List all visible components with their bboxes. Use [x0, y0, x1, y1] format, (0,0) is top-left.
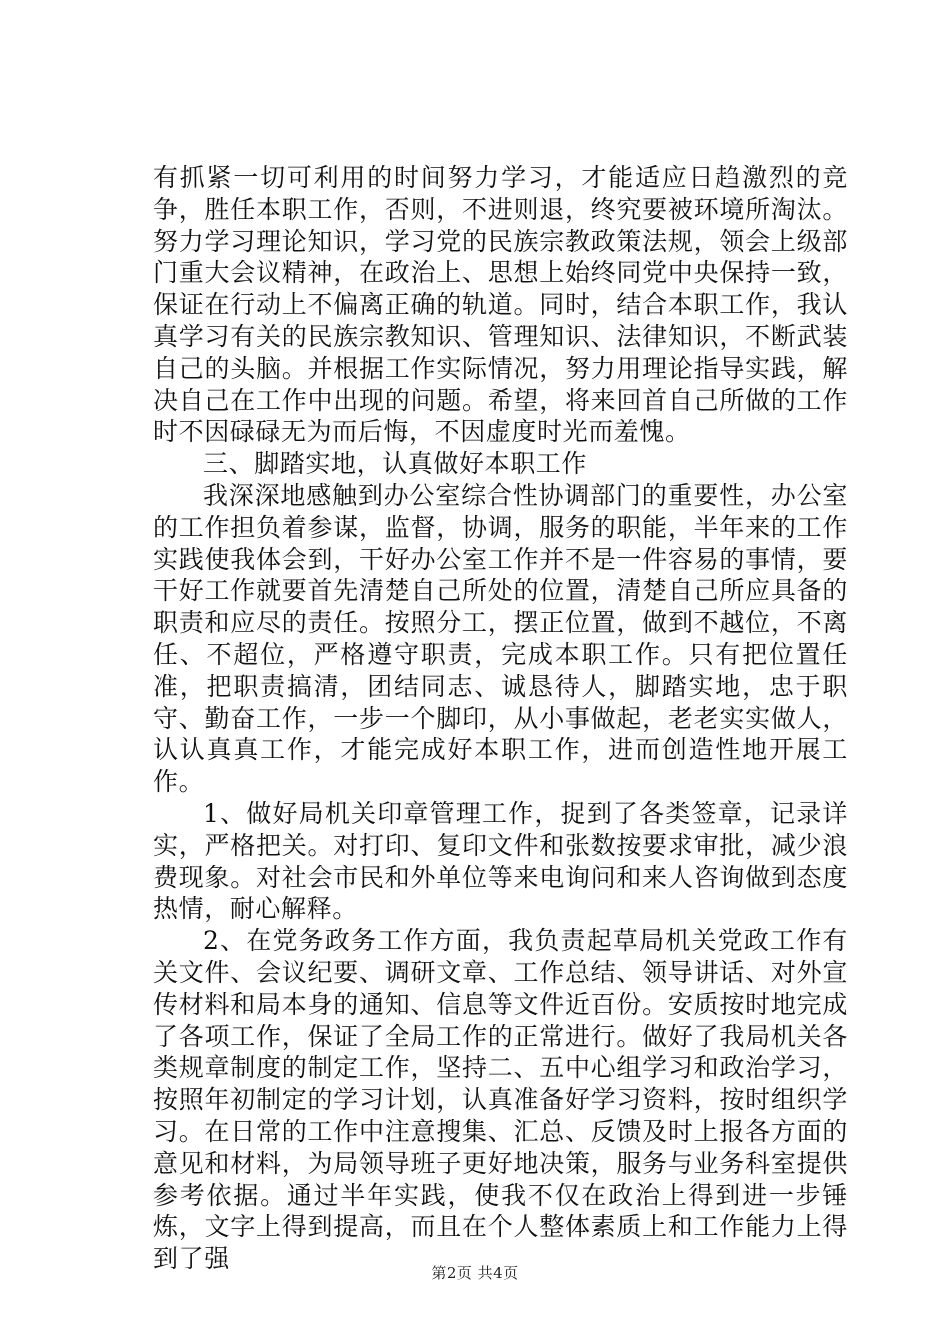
- paragraph-study: 有抓紧一切可利用的时间努力学习，才能适应日趋激烈的竞争，胜任本职工作，否则，不进则退，终究要被环境所淘汰。努力学习理论知识，学习党的民族宗教政策法规，领会上级部门重大会议精神，在政治上、思想上始终同党中央保持一致，保证在行动上不偏离正确的轨道。同时，结合本职工作，我认真学习有关的民族宗教知识、管理知识、法律知识，不断武装自己的头脑。并根据工作实际情况，努力用理论指导实践，解决自己在工作中出现的问题。希望，将来回首自己所做的工作时不因碌碌无为而后悔，不因虚度时光而羞愧。: [153, 163, 848, 447]
- paragraph-office-role: 我深深地感触到办公室综合性协调部门的重要性，办公室的工作担负着参谋，监督，协调，服务的职能，半年来的工作实践使我体会到，干好办公室工作并不是一件容易的事情，要干好工作就要首先清楚自己所处的位置，清楚自己所应具备的职责和应尽的责任。按照分工，摆正位置，做到不越位，不离任、不超位，严格遵守职责，完成本职工作。只有把位置任准，把职责搞清，团结同志、诚恳待人，脚踏实地，忠于职守、勤奋工作，一步一个脚印，从小事做起，老老实实做人，认认真真工作，才能完成好本职工作，进而创造性地开展工作。: [153, 480, 848, 797]
- document-body: [153, 162, 848, 1275]
- paragraph-item-2: 2、在党务政务工作方面，我负责起草局机关党政工作有关文件、会议纪要、调研文章、工作总结、领导讲话、对外宣传材料和局本身的通知、信息等文件近百份。安质按时地完成了各项工作，保证了全局工作的正常进行。做好了我局机关各类规章制度的制定工作，坚持二、五中心组学习和政治学习，按照年初制定的学习计划，认真准备好学习资料，按时组织学习。在日常的工作中注意搜集、汇总、反馈及时上报各方面的意见和材料，为局领导班子更好地决策，服务与业务科室提供参考依据。通过半年实践，使我不仅在政治上得到进一步锤炼，文字上得到提高，而且在个人整体素质上和工作能力上得到了强: [153, 926, 848, 1274]
- page-number-footer: 第2页 共4页: [431, 1264, 519, 1282]
- paragraph-item-1: 1、做好局机关印章管理工作，捉到了各类签章，记录详实，严格把关。对打印、复印文件和张数按要求审批，减少浪费现象。对社会市民和外单位等来电询问和来人咨询做到态度热情，耐心解释。: [153, 798, 848, 924]
- section-heading-3: 三、脚踏实地，认真做好本职工作: [203, 449, 588, 479]
